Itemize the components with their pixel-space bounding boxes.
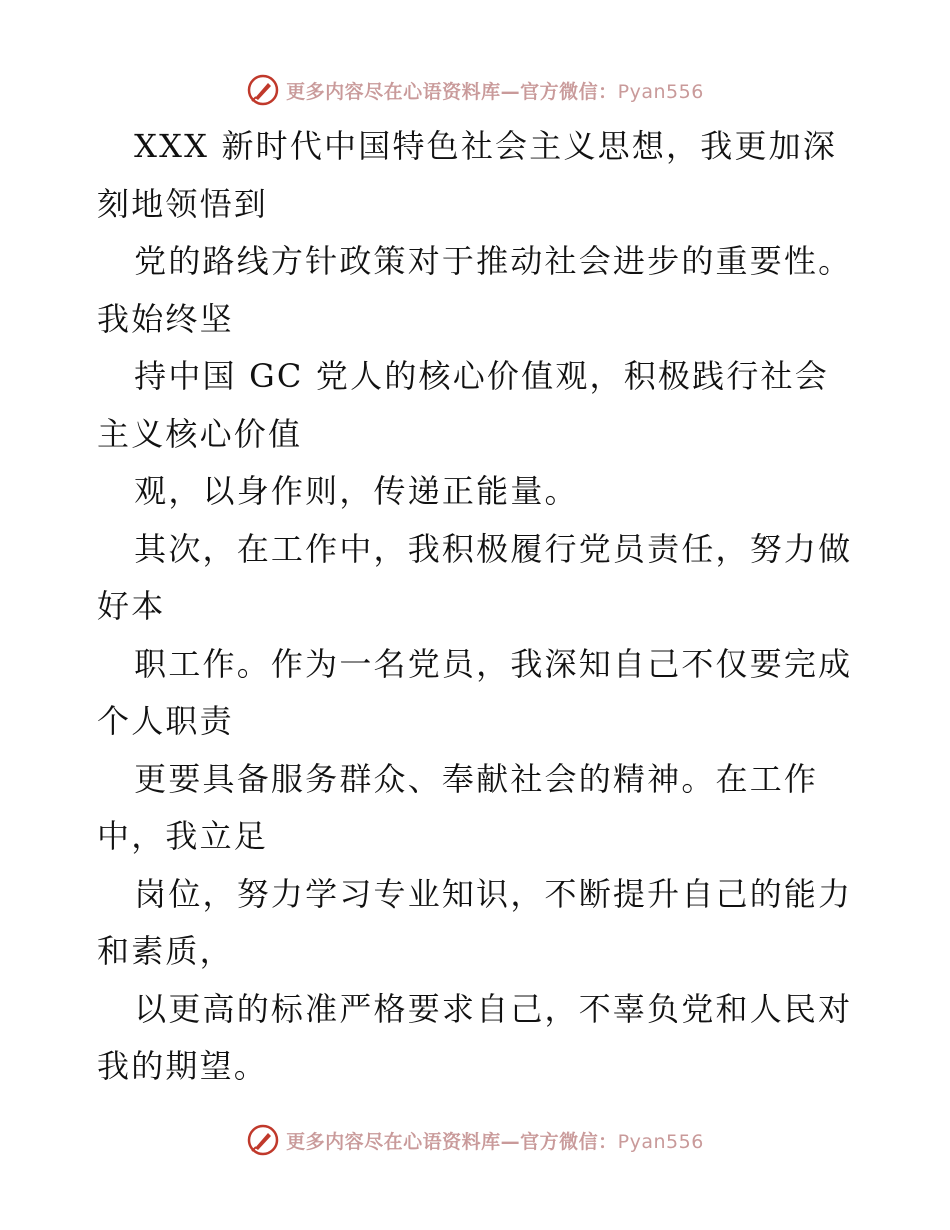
paragraph: 以更高的标准严格要求自己，不辜负党和人民对我的期望。 [97, 989, 853, 1085]
watermark-handle: Pyan556 [617, 1130, 704, 1153]
watermark-text [286, 77, 704, 104]
paragraph: 岗位，努力学习专业知识，不断提升自己的能力和素质， [97, 874, 853, 970]
paragraph: 更要具备服务群众、奉献社会的精神。在工作中，我立足 [97, 759, 819, 855]
paragraph: XXX 新时代中国特色社会主义思想，我更加深刻地领悟到 [97, 127, 838, 223]
watermark-label: 更多内容尽在心语资料库—官方微信： [286, 1130, 618, 1153]
watermark-text [286, 1127, 704, 1154]
quill-circle-logo-icon [246, 73, 280, 107]
paragraph: 其次，在工作中，我积极履行党员责任，努力做好本 [97, 529, 853, 625]
document-body [97, 118, 857, 1096]
paragraph: 持中国 GC 党人的核心价值观，积极践行社会主义核心价值 [97, 357, 829, 453]
watermark-label: 更多内容尽在心语资料库—官方微信： [286, 80, 618, 103]
paragraph: 职工作。作为一名党员，我深知自己不仅要完成个人职责 [97, 644, 853, 740]
watermark-handle: Pyan556 [617, 80, 704, 103]
footer-watermark [0, 1120, 950, 1160]
header-watermark [0, 70, 950, 110]
paragraph: 党的路线方针政策对于推动社会进步的重要性。我始终坚 [97, 242, 853, 338]
quill-circle-logo-icon [246, 1123, 280, 1157]
paragraph: 观，以身作则，传递正能量。 [97, 472, 579, 510]
